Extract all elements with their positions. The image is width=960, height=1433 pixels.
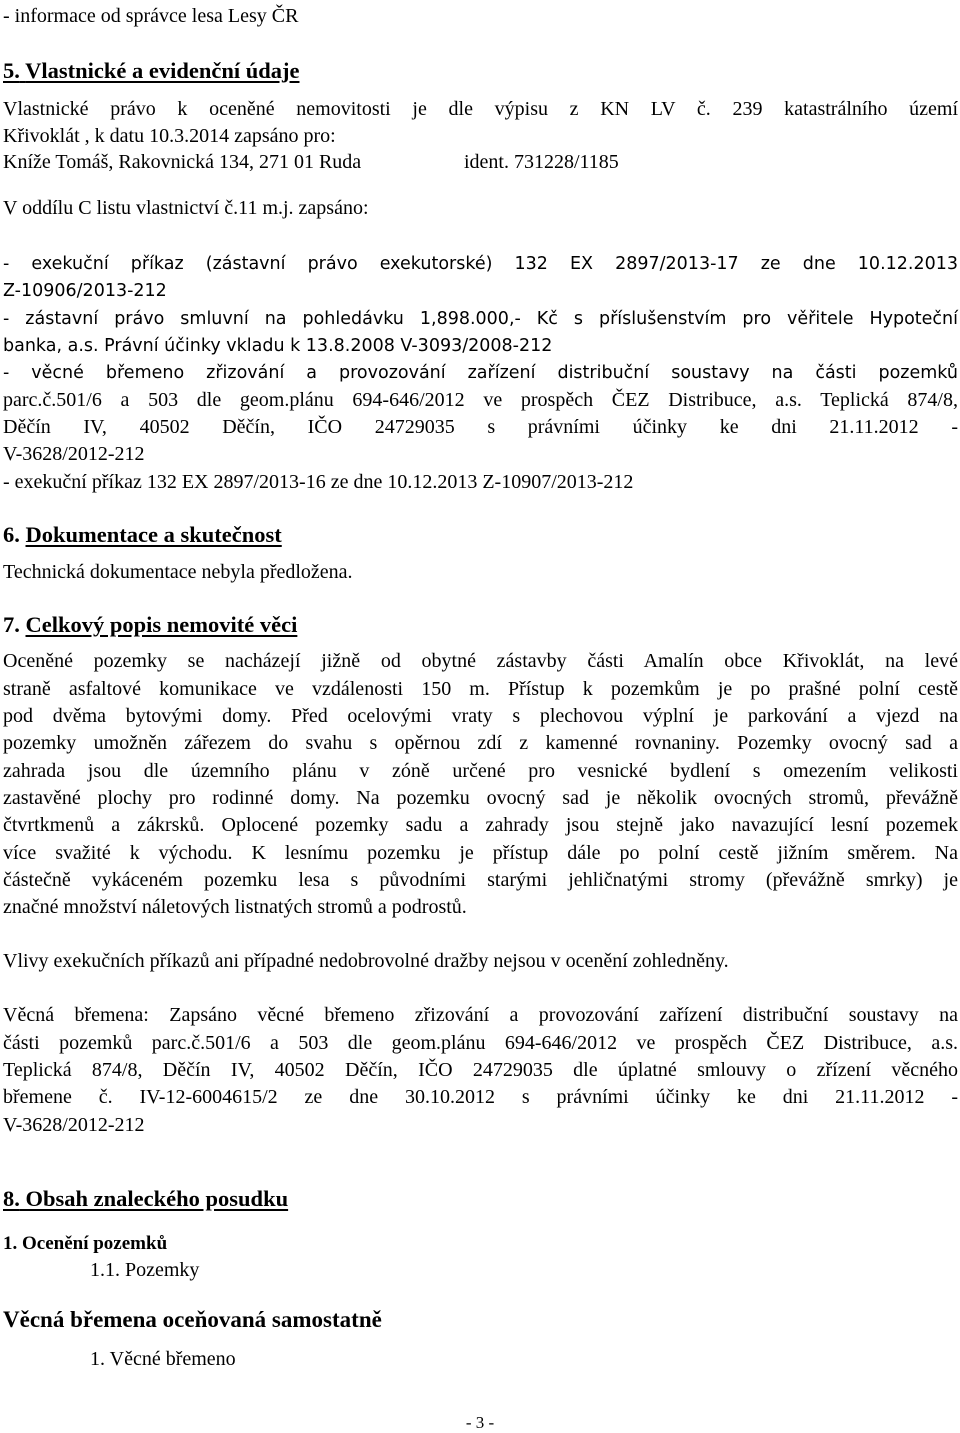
owner-name: Kníže Tomáš, Rakovnická 134, 271 01 Ruda — [3, 151, 362, 173]
easements-item-1: 1. Věcné břemeno — [90, 1348, 236, 1370]
entry-3-cont-1: parc.č.501/6 a 503 dle geom.plánu 694-646/2012 ve prospěch ČEZ Distribuce, a.s. Teplická 874/8, — [3, 389, 958, 411]
description-line-2: straně asfaltové komunikace ve vzdálenosti 150 m. Přístup k pozemkům je po prašné polní cestě — [3, 678, 958, 700]
description-line-8: více svažité k východu. K lesnímu pozemku je přístup dále po polní cestě jižním směrem. Na — [3, 842, 958, 864]
description-line-4: pozemky umožněn zářezem do svahu s opěrnou zdí z kamenné rovnaniny. Pozemky ovocný sad a — [3, 732, 958, 754]
entry-1: - exekuční příkaz (zástavní právo exekutorské) 132 EX 2897/2013-17 ze dne 10.12.2013 — [3, 254, 958, 274]
section-7-heading: 7. Celkový popis nemovité věci — [3, 612, 298, 637]
section-8-heading: 8. Obsah znaleckého posudku — [3, 1186, 289, 1211]
description-line-6: zastavěné plochy pro rodinné domy. Na pozemku ovocný sad je několik ovocných stromů, převážně — [3, 787, 958, 809]
easements-heading: Věcná břemena oceňovaná samostatně — [3, 1307, 382, 1332]
section-5-line-3: V oddílu C listu vlastnictví č.11 m.j. zapsáno: — [3, 197, 369, 219]
description-line-10: značné množství náletových listnatých stromů a podrostů. — [3, 896, 467, 918]
entry-4: - exekuční příkaz 132 EX 2897/2013-16 ze dne 10.12.2013 Z-10907/2013-212 — [3, 471, 634, 493]
easement-line-3: Teplická 874/8, Děčín IV, 40502 Děčín, IČO 24729035 dle úplatné smlouvy o zřízení věcného — [3, 1059, 958, 1081]
entry-3-cont-2: Děčín IV, 40502 Děčín, IČO 24729035 s právními účinky ke dni 21.11.2012 - — [3, 416, 958, 438]
section-6-heading: 6. Dokumentace a skutečnost — [3, 522, 282, 547]
easement-line-2: části pozemků parc.č.501/6 a 503 dle geom.plánu 694-646/2012 ve prospěch ČEZ Distribuce, a.s. — [3, 1032, 958, 1054]
outline-item-1-1: 1.1. Pozemky — [90, 1259, 200, 1281]
entry-2-cont: banka, a.s. Právní účinky vkladu k 13.8.2008 V-3093/2008-212 — [3, 336, 553, 356]
source-line: - informace od správce lesa Lesy ČR — [3, 5, 299, 27]
description-line-1: Oceněné pozemky se nacházejí jižně od obytné zástavby části Amalín obce Křivoklát, na levé — [3, 650, 958, 672]
owner-ident: ident. 731228/1185 — [464, 151, 619, 173]
section-5-line-1: Vlastnické právo k oceněné nemovitosti je dle výpisu z KN LV č. 239 katastrálního území — [3, 98, 958, 120]
easement-line-4: břemene č. IV-12-6004615/2 ze dne 30.10.2012 s právními účinky ke dni 21.11.2012 - — [3, 1086, 958, 1108]
section-5-heading: 5. Vlastnické a evidenční údaje — [3, 58, 300, 83]
page-number: - 3 - — [465, 1413, 495, 1432]
description-line-5: zahrada jsou dle územního plánu v zóně určené pro vesnické bydlení s omezením velikosti — [3, 760, 958, 782]
description-line-7: čtvrtkmenů a zákrsků. Oplocené pozemky sadu a zahrady jsou stejně jako navazující lesní pozemek — [3, 814, 958, 836]
easement-line-5: V-3628/2012-212 — [3, 1114, 145, 1136]
enforcement-note: Vlivy exekučních příkazů ani případné nedobrovolné dražby nejsou v ocenění zohledněny. — [3, 950, 729, 972]
entry-3: - věcné břemeno zřizování a provozování zařízení distribuční soustavy na části pozemků — [3, 363, 958, 383]
section-5-line-2: Křivoklát , k datu 10.3.2014 zapsáno pro: — [3, 125, 336, 147]
description-line-3: pod dvěma bytovými domy. Před ocelovými vraty s plechovou výplní je parkování a vjezd na — [3, 705, 958, 727]
easement-line-1: Věcná břemena: Zapsáno věcné břemeno zřizování a provozování zařízení distribuční soustavy na — [3, 1004, 958, 1026]
entry-2: - zástavní právo smluvní na pohledávku 1,898.000,- Kč s příslušenstvím pro věřitele Hypoteční — [3, 309, 958, 329]
owner-line — [3, 149, 958, 175]
section-6-text: Technická dokumentace nebyla předložena. — [3, 561, 353, 583]
entry-1-cont: Z-10906/2013-212 — [3, 281, 167, 301]
outline-item-1: 1. Ocenění pozemků — [3, 1233, 168, 1254]
entry-3-cont-3: V-3628/2012-212 — [3, 443, 145, 465]
description-line-9: částečně vykáceném pozemku lesa s původními starými jehličnatými stromy (převážně smrky) je — [3, 869, 958, 891]
